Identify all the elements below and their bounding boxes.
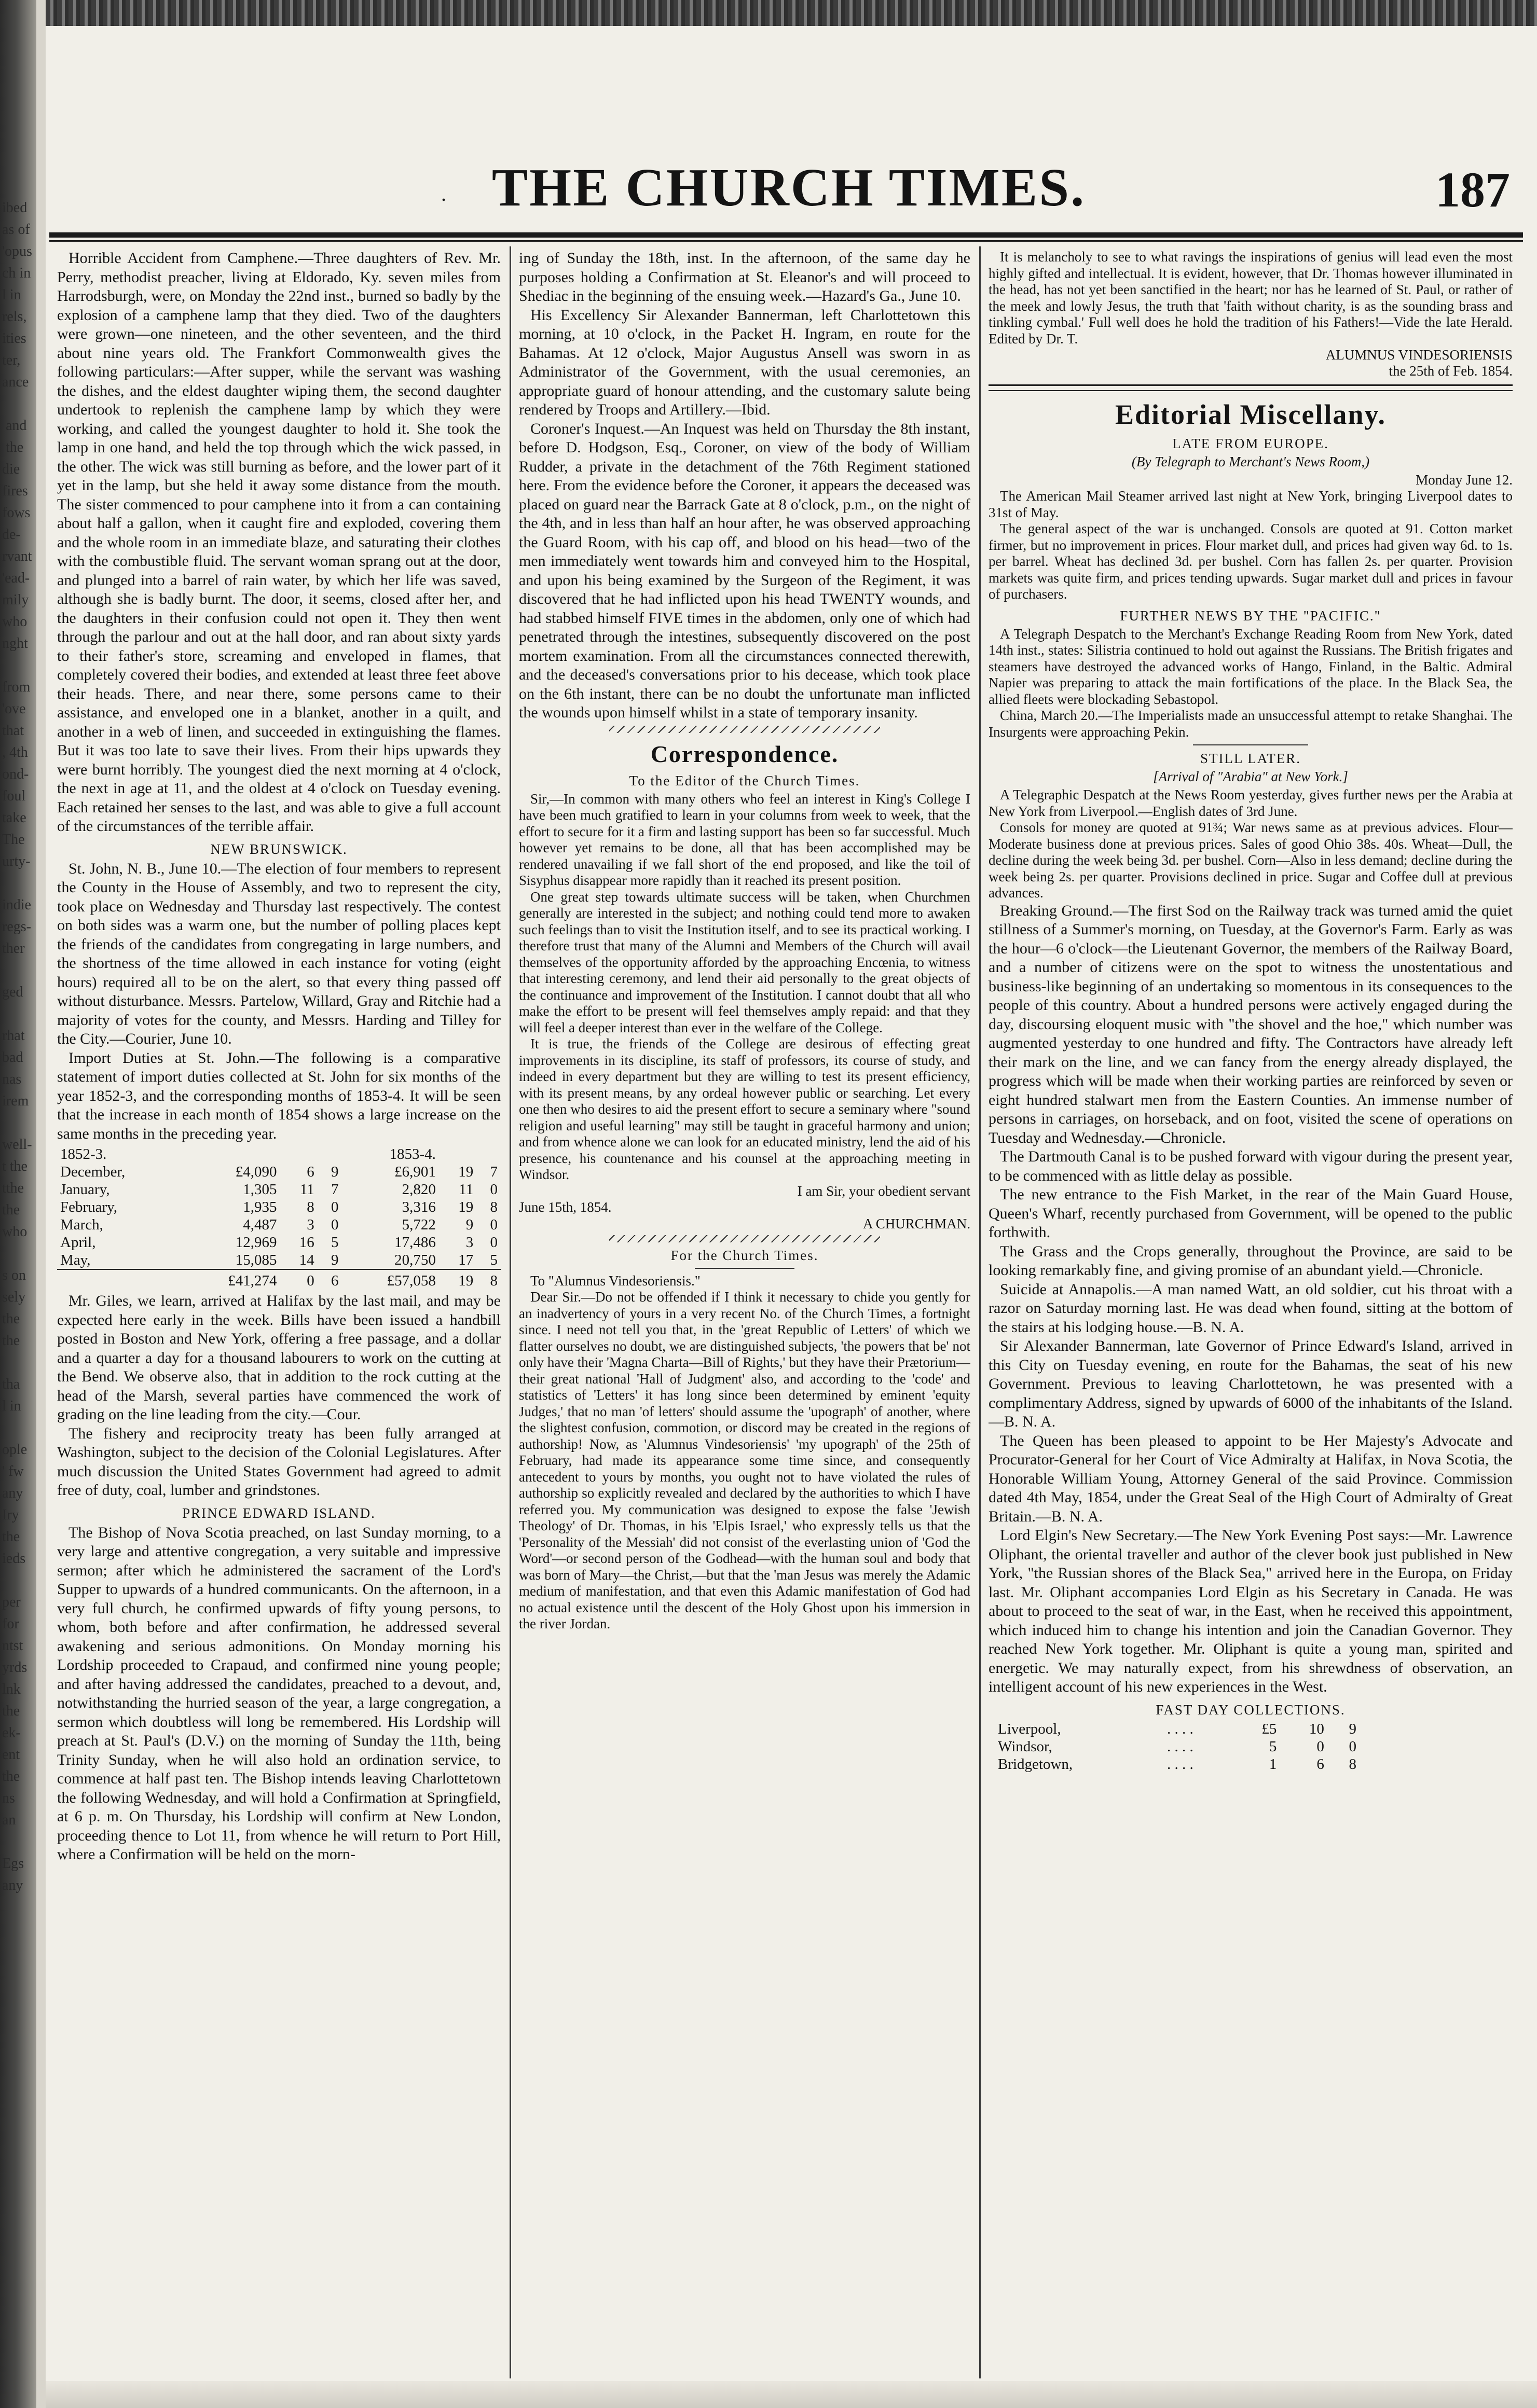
amount-cell: 0 bbox=[331, 1216, 339, 1233]
column-rule-1 bbox=[510, 246, 511, 2378]
scan-top-edge bbox=[46, 0, 1537, 26]
column-rule-2 bbox=[979, 246, 981, 2378]
amount-cell: 10 bbox=[1309, 1720, 1324, 1737]
article-dartmouth-canal: The Dartmouth Canal is to be pushed forward with vigour during the present year, to be commenced with as little delay as possible. bbox=[989, 1148, 1513, 1184]
amount-cell: 3 bbox=[465, 1234, 474, 1251]
article-bannerman-arrival: Sir Alexander Bannerman, late Governor of Prince Edward's Island, arrived in this City on Tuesday evening, en route for the Bahamas, the seat of his new Government. Previous to leaving Charlottetown, he was presented with a complimentary Address, signed by upwards of 6000 of the inhabitants of the Island.—B. N. A. bbox=[989, 1337, 1513, 1430]
table-row bbox=[994, 1720, 1361, 1738]
masthead-dot: . bbox=[441, 182, 446, 205]
amount-cell: 0 bbox=[1349, 1738, 1356, 1755]
amount-cell: 6 bbox=[307, 1164, 314, 1180]
facing-page-fragments: ibed as of 'opus ch in l in rels, ities ter, ance and the die fires fows de- rvant 'ead- mily who nght from 'ove that , 4th ond- foul take The urty- indie regs- ther ged rhat bad nas irem well- t the tthe the who s on sely the the tha l in ople ' fw any Iry the ieds per for ntst yrds lnk the ek- ent the ns an Egs any bbox=[2, 200, 32, 1893]
letter-date: June 15th, 1854. bbox=[519, 1199, 612, 1215]
letter-paragraph: To "Alumnus Vindesoriensis." bbox=[530, 1272, 701, 1289]
letter-paragraph: It is true, the friends of the College are desirous of effecting great improvements in its discipline, its staff of professors, its course of study, and indeed in every department but they are willing to test its present efficiency, with its present means, by any ordeal however public or searching. Let every one then who desires to aid the present effort to secure a seminary where "sound religion and useful learning" may still be taught in graceful harmony and union; and from whence alone we can look for an educated ministry, lend the aid of his presence, his countenance and his counsel at the approaching meeting in Windsor. bbox=[519, 1036, 970, 1182]
table-header-row bbox=[57, 1145, 501, 1163]
article-camphene-accident: Horrible Accident from Camphene.—Three daughters of Rev. Mr. Perry, methodist preacher, living at Eldorado, Ky. seven miles from Harrodsburgh, were, on Monday the 22nd inst., burned so badly by the explosion of a camphene lamp that they died. Two of the daughters were grown—one nineteen, and the other seventeen, and the third about nine years old. The Frankfort Commonwealth gives the following particulars:—After supper, while the servant was washing the dishes, and the eldest daughter wiping them, the second daughter undertook to replenish the camphene lamp by which they were working, and called the youngest daughter to hold it. She took the lamp in one hand, and held the top through which the wick passed, in the other. The wick was still burning as before, and the lower part of it yet in the lamp, but she held it away some distance from the mouth. The sister commenced to pour camphene into it from a can containing about half a gallon, when it caught fire and exploded, covering them and the whole room in an immediate blaze, and saturating their clothes with the combustible fluid. The servant woman sprang out at the door, and plunged into a barrel of rain water, by which her life was saved, although she is badly burnt. The door, it seems, closed after her, and the daughters in their confusion could not open it. They then went through the parlour and out at the hall door, and ran about sixty yards to their father's store, screaming and enveloped in flames, that completely covered their bodies, and extended at least three feet above their heads. There, and near there, some persons came to their assistance, and enveloped one in a blanket, another in a quilt, and another in a web of linen, and succeeded in extinguishing the flames. But it was too late to save their lives. From their hips upwards they were burnt horribly. The youngest died the next morning at 4 o'clock, the next in age at 11, and the oldest at 4 o'clock on Tuesday evening. Each retained her senses to the last, and was able to give a full account of the circumstances of the terrible affair. bbox=[57, 250, 501, 835]
heading-further-news-pacific: FURTHER NEWS BY THE "PACIFIC." bbox=[1120, 607, 1381, 624]
page-number: 187 bbox=[1435, 162, 1510, 217]
news-consols: Consols for money are quoted at 91¾; War news same as at previous advices. Flour—Moderate business done at previous prices. Sales of good Ohio 38s. 40s. Wheat—Dull, the decline during the week being 3d. per bushel. Corn—Also in less demand; decline during the week being 2s. per quarter. Provisions declined in price. Sugar and Coffee dull at previous advances. bbox=[989, 820, 1513, 901]
dateline-monday: Monday June 12. bbox=[1416, 472, 1513, 488]
place-cell: Liverpool, bbox=[998, 1720, 1061, 1737]
masthead-rule bbox=[49, 232, 1523, 238]
wave-separator bbox=[609, 726, 880, 733]
news-markets: The general aspect of the war is unchanged. Consols are quoted at 91. Cotton market firmer, but no improvement in prices. Flour market dull, and prices had given way 6d. to 1s. per barrel. Wheat has declined 3d. per bushel. Corn has fallen 2s. per quarter. Provision markets was quite firm, and prices tending upwards. Sugar market dull and prices in favour of purchasers. bbox=[989, 521, 1513, 602]
total-1853-pounds: £57,058 bbox=[342, 1269, 439, 1290]
table-row bbox=[57, 1234, 501, 1251]
amount-cell: 9 bbox=[1349, 1720, 1356, 1737]
short-rule bbox=[695, 1268, 794, 1269]
leader-dots: . . . . bbox=[1167, 1755, 1193, 1773]
article-crops: The Grass and the Crops generally, throughout the Province, are said to be looking remarkably fine, and giving promise of an abundant yield.—Chronicle. bbox=[989, 1242, 1513, 1279]
amount-cell: 14 bbox=[299, 1252, 314, 1268]
amount-cell: 20,750 bbox=[394, 1252, 436, 1268]
amount-cell: 17,486 bbox=[394, 1234, 436, 1251]
short-rule bbox=[1193, 744, 1308, 745]
amount-cell: 9 bbox=[465, 1216, 474, 1233]
letter-alumnus-date: the 25th of Feb. 1854. bbox=[1389, 363, 1513, 379]
amount-cell: £4,090 bbox=[235, 1164, 277, 1180]
table-total-row bbox=[57, 1269, 501, 1290]
section-heading-editorial-miscellany: Editorial Miscellany. bbox=[1115, 399, 1386, 430]
column-2 bbox=[519, 249, 970, 2376]
total-1853-shillings: 19 bbox=[439, 1269, 476, 1290]
article-bannerman-departure: His Excellency Sir Alexander Bannerman, left Charlottetown this morning, at 10 o'clock, in the Packet H. Ingram, en route for the Bahamas. At 12 o'clock, Major Augustus Ansell was sworn in as Administrator of the Government, with the usual ceremonies, an appropriate guard of honour attending, and the customary salute being rendered by Troops and Artillery.—Ibid. bbox=[519, 306, 970, 418]
article-admiralty-appointment: The Queen has been pleased to appoint to be Her Majesty's Advocate and Procurator-General for her Court of Vice Admiralty at Halifax, in Nova Scotia, the Honorable William Young, Attorney General of the said Province. Commission dated 4th May, 1854, under the Great Seal of the High Court of Admiralty of Great Britain.—B. N. A. bbox=[989, 1432, 1513, 1525]
amount-cell: 7 bbox=[490, 1164, 498, 1180]
amount-cell: 15,085 bbox=[235, 1252, 277, 1268]
article-bishop-continued: ing of Sunday the 18th, inst. In the afternoon, of the same day he purposes holding a Confirmation at St. Eleanor's and will proceed to Shediac in the beginning of the ensuing week.—Hazard's Ga., June 10. bbox=[519, 250, 970, 305]
page-title: THE CHURCH TIMES. bbox=[491, 158, 1086, 217]
table-header-right: 1853-4. bbox=[389, 1146, 436, 1163]
month-cell: January, bbox=[60, 1181, 110, 1198]
total-1852-pounds: £41,274 bbox=[183, 1269, 280, 1290]
subheading-arabia: [Arrival of "Arabia" at New York.] bbox=[1153, 769, 1348, 784]
month-cell: December, bbox=[60, 1164, 126, 1180]
section-heading-new-brunswick: NEW BRUNSWICK. bbox=[210, 841, 348, 857]
article-reciprocity-treaty: The fishery and reciprocity treaty has been fully arranged at Washington, subject to the decision of the Colonial Legislatures. After much discussion the United States Government had agreed to admit free of duty, coal, lumber and grindstones. bbox=[57, 1424, 501, 1499]
amount-cell: 5,722 bbox=[402, 1216, 436, 1233]
letter-closing: I am Sir, your obedient servant bbox=[797, 1183, 970, 1199]
article-lord-elgin-secretary: Lord Elgin's New Secretary.—The New York Evening Post says:—Mr. Lawrence Oliphant, the oriental traveller and author of the clever book just published in New York, "the Russian shores of the Black Sea," arrived here in the Europa, on Friday last. Mr. Oliphant accompanies Lord Elgin as his Secretary in Canada. He was about to proceed to the seat of war, in the East, when he received this appointment, which induced him to change his intention and join the Canadian Governor. They reached New York together. Mr. Oliphant is quite a young man, spirited and energetic. We may naturally expect, from his shrewdness of observation, an intelligent account of his new experiences in the West. bbox=[989, 1527, 1513, 1695]
amount-cell: 9 bbox=[331, 1252, 339, 1268]
amount-cell: 0 bbox=[490, 1216, 498, 1233]
heading-still-later: STILL LATER. bbox=[1200, 751, 1301, 766]
section-heading-pei: PRINCE EDWARD ISLAND. bbox=[182, 1505, 376, 1521]
heading-late-from-europe: LATE FROM EUROPE. bbox=[1172, 436, 1329, 451]
amount-cell: 0 bbox=[490, 1181, 498, 1198]
letter-churchman bbox=[519, 791, 970, 1183]
table-row bbox=[57, 1163, 501, 1181]
table-row bbox=[57, 1181, 501, 1198]
amount-cell: 5 bbox=[331, 1234, 339, 1251]
leader-dots: . . . . bbox=[1167, 1738, 1193, 1755]
letter-alumnus-signature: ALUMNUS VINDESORIENSIS bbox=[1325, 347, 1513, 363]
table-row bbox=[994, 1738, 1361, 1755]
section-heading-correspondence: Correspondence. bbox=[650, 740, 839, 767]
amount-cell: 11 bbox=[299, 1181, 314, 1198]
letter-heading-for-church-times: For the Church Times. bbox=[670, 1247, 819, 1263]
total-1852-shillings: 0 bbox=[280, 1269, 317, 1290]
scan-bottom-edge bbox=[46, 2381, 1537, 2408]
amount-cell: 8 bbox=[1349, 1755, 1356, 1773]
total-label bbox=[57, 1269, 183, 1290]
masthead bbox=[62, 150, 1515, 218]
table-row bbox=[57, 1251, 501, 1269]
article-election: St. John, N. B., June 10.—The election of four members to represent the County in the House of Assembly, and two to represent the city, took place on Wednesday and Thursday last respectively. The contest on both sides was a warm one, but the number of polling places kept the friends of the candidates from congregating in large numbers, and the shortness of the time allowed in each instance for voting (eight hours) required all to be on the alert, so that every thing passed off without disturbance. Messrs. Partelow, Willard, Gray and Ritchie had a majority of votes for the county, and Messrs. Harding and Tilley for the City.—Courier, June 10. bbox=[57, 860, 501, 1047]
total-1852-pence: 6 bbox=[318, 1269, 342, 1290]
amount-cell: 6 bbox=[1316, 1755, 1324, 1773]
amount-cell: 8 bbox=[490, 1199, 498, 1215]
masthead-rule-thin bbox=[49, 240, 1523, 242]
amount-cell: 19 bbox=[458, 1164, 474, 1180]
column-1 bbox=[57, 249, 501, 2376]
table-header-left: 1852-3. bbox=[60, 1146, 107, 1163]
letter-paragraph: One great step towards ultimate success will be taken, when Churchmen generally are interested in the subject; and nothing could tend more to awaken such feelings than to visit the Institution itself, and to see its practical working. I therefore trust that many of the Alumni and Members of the Church will avail themselves of the opportunity afforded by the approaching Encœnia, to witness that interesting ceremony, and lend their aid personally to the great objects of the continuance and improvement of the Institution. I cannot doubt that all who make the effort to be present will feel themselves amply repaid: and that they will feel a deeper interest than ever in the welfare of the College. bbox=[519, 889, 970, 1035]
amount-cell: 1,305 bbox=[243, 1181, 277, 1198]
letter-alumnus-continued: It is melancholy to see to what ravings the inspirations of genius will lead even the most highly gifted and intellectual. It is evident, however, that Dr. Thomas however illuminated in the head, has not yet been sanctified in the heart; nor has he learned of St. Paul, or rather of the meek and lowly Jesus, the truth that 'faith without charity, is as the sounding brass and tinkling cymbal.' Full well does he hold the tradition of his Fathers!—Vide the late Herald. Edited by Dr. T. bbox=[989, 249, 1513, 347]
article-import-duties: Import Duties at St. John.—The following is a comparative statement of import duties collected at St. John for six months of the year 1852-3, and the corresponding months of 1853-4. It will be seen that the increase in each month of 1854 shows a large increase on the same months in the preceding year. bbox=[57, 1049, 501, 1142]
letter-alumnus bbox=[519, 1273, 970, 1632]
amount-cell: £6,901 bbox=[394, 1164, 436, 1180]
amount-cell: £5 bbox=[1261, 1720, 1277, 1737]
letter-heading-to-editor: To the Editor of the Church Times. bbox=[629, 772, 860, 788]
article-coroners-inquest: Coroner's Inquest.—An Inquest was held on Thursday the 8th instant, before D. Hodgson, Esq., Coroner, on view of the body of William Rudder, a private in the detachment of the 76th Regiment stationed here. From the evidence before the Coroner, it appears the deceased was placed on guard near the Barrack Gate at 8 o'clock, p.m., on the night of the 4th, and in less than half an hour after, he was observed approaching the Guard Room, with his cap off, and blood on his head—two of the men immediately went towards him and conveyed him to the Hospital, and upon his being examined by the Surgeon of the Regiment, it was discovered that he had inflicted upon his head TWENTY wounds, and had stabbed himself FIVE times in the abdomen, only one of which had penetrated through the intestines, subsequently discovered on the post mortem examination. From all the circumstances connected therewith, and the deceased's conversations prior to his decease, which took place on the 6th instant, there can be no doubt the unfortunate man inflicted the wounds upon himself whilst in a state of temporary insanity. bbox=[519, 420, 970, 721]
news-arabia-despatch: A Telegraphic Despatch at the News Room yesterday, gives further news per the Arabia at New York from Liverpool.—English dates of 3rd June. bbox=[989, 787, 1513, 819]
subheading-telegraph: (By Telegraph to Merchant's News Room,) bbox=[1131, 454, 1370, 469]
amount-cell: 5 bbox=[490, 1252, 498, 1268]
letter-signature: A CHURCHMAN. bbox=[862, 1215, 970, 1231]
leader-dots: . . . . bbox=[1167, 1720, 1193, 1737]
amount-cell: 12,969 bbox=[235, 1234, 277, 1251]
month-cell: April, bbox=[60, 1234, 96, 1251]
amount-cell: 3 bbox=[307, 1216, 314, 1233]
amount-cell: 11 bbox=[459, 1181, 474, 1198]
double-rule bbox=[989, 384, 1513, 391]
table-row bbox=[57, 1216, 501, 1234]
amount-cell: 19 bbox=[458, 1199, 474, 1215]
table-row bbox=[994, 1755, 1361, 1773]
amount-cell: 8 bbox=[307, 1199, 314, 1215]
letter-paragraph: Dear Sir.—Do not be offended if I think it necessary to chide you gently for an inadvertency of yours in a very recent No. of the Church Times, a fortnight since. I need not tell you that, in the 'great Republic of Letters' of which we flatter ourselves no doubt, we are distinguished subjects, 'the powers that be' not only have their 'Magna Charta—Bill of Rights,' but they have their Prætorium—their great national 'Hall of Judgment' also, and according to the 'code' and statistics of 'Letters' it has long since been determined by eminent 'equity Judges,' that no man 'of letters' should assume the 'upograph' of another, where the slightest confusion, commotion, or discord may be created in the regions of authorship! Now, as 'Alumnus Vindesoriensis' 'my upograph' of the 25th of February, had made its appearance some time since, and consequently antecedent to yours by months, you ought not to have violated the rules of authorship so explicitly revealed and declared by the authorities to which I have referred you. My communication was designed to expose the false 'Jewish Theology' of Dr. Thomas, in his 'Elpis Israel,' who expressly tells us that the 'Personality of the Messiah' did not consist of the everlasting union of 'God the Word'—or second person of the Godhead—with the human soul and body that was born of Mary—the Christ,—but that the 'man Jesus was merely the Adamic medium of manifestation, and that even this Adamic manifestation of God had no actual existence until the descent of the Holy Ghost upon his immersion in the river Jordan. bbox=[519, 1289, 970, 1631]
article-suicide-annapolis: Suicide at Annapolis.—A man named Watt, an old soldier, cut his throat with a razor on Saturday morning last. He was dead when found, sitting at the bottom of the stairs at his lodging house.—B. N. A. bbox=[989, 1280, 1513, 1336]
heading-fast-day-collections: FAST DAY COLLECTIONS. bbox=[1156, 1701, 1346, 1718]
total-1853-pence: 8 bbox=[476, 1269, 501, 1290]
article-mr-giles: Mr. Giles, we learn, arrived at Halifax by the last mail, and may be expected here early in the week. Bills have been issued a handbill posted in Boston and New York, offering a free passage, and a dollar and a quarter a day for a thousand labourers to work on the cutting at the Bend. We observe also, that in addition to the rock cutting at the head of the Marsh, several parties have commenced the work of grading on the line leading from the city.—Cour. bbox=[57, 1292, 501, 1423]
news-china: China, March 20.—The Imperialists made an unsuccessful attempt to retake Shanghai. The Insurgents were approaching Pekin. bbox=[989, 708, 1513, 740]
month-cell: February, bbox=[60, 1199, 118, 1215]
article-breaking-ground: Breaking Ground.—The first Sod on the Railway track was turned amid the quiet stillness of a Summer's morning, on Tuesday, at the Governor's Farm. Early as was the hour—6 o'clock—the Lieutenant Governor, the members of the Railway Board, and a number of citizens were on the spot to witness the unostentatious and business-like beginning of an undertaking so momentous in its consequences to the people of this country. About a hundred persons were actively engaged during the day, discoursing eloquent music with "the shovel and the hoe," which number was augmented yesterday to one hundred and fifty. The Contractors have already left their mark on the line, and we can fancy from the energy already displayed, the progress which will be made when their working parties are reinforced by seven or eight hundred stalwart men from the Eastern Counties. An immense number of persons in carriages, on horseback, and on foot, visited the scene of operations on Tuesday and Wednesday.—Chronicle. bbox=[989, 902, 1513, 1146]
month-cell: March, bbox=[60, 1216, 103, 1233]
amount-cell: 0 bbox=[1316, 1738, 1324, 1755]
amount-cell: 0 bbox=[490, 1234, 498, 1251]
amount-cell: 4,487 bbox=[243, 1216, 277, 1233]
amount-cell: 1 bbox=[1269, 1755, 1277, 1773]
month-cell: May, bbox=[60, 1252, 91, 1268]
amount-cell: 2,820 bbox=[402, 1181, 436, 1198]
wave-separator bbox=[609, 1235, 880, 1242]
news-mail-steamer: The American Mail Steamer arrived last night at New York, bringing Liverpool dates to 31st of May. bbox=[989, 488, 1513, 520]
fast-day-table bbox=[994, 1720, 1361, 1773]
amount-cell: 0 bbox=[331, 1199, 339, 1215]
amount-cell: 3,316 bbox=[402, 1199, 436, 1215]
table-row bbox=[57, 1198, 501, 1216]
place-cell: Windsor, bbox=[998, 1738, 1052, 1755]
amount-cell: 7 bbox=[331, 1181, 339, 1198]
amount-cell: 5 bbox=[1269, 1738, 1277, 1755]
letter-paragraph: Sir,—In common with many others who feel an interest in King's College I have been much gratified to learn in your columns from week to week, that the effort to secure for it a firm and lasting support has been so far successful. Much however yet remains to be done, all that has been accomplished may be rendered unavailing if we fall short of the end proposed, and like the toil of Sisyphus disappear more rapidly than it reached its present position. bbox=[519, 791, 970, 888]
column-3 bbox=[989, 249, 1513, 2376]
amount-cell: 1,935 bbox=[243, 1199, 277, 1215]
amount-cell: 9 bbox=[331, 1164, 339, 1180]
amount-cell: 16 bbox=[299, 1234, 314, 1251]
import-duties-table bbox=[57, 1145, 501, 1290]
article-fish-market: The new entrance to the Fish Market, in the rear of the Main Guard House, Queen's Wharf, recently purchased from Government, will be opened to the public forthwith. bbox=[989, 1186, 1513, 1241]
article-bishop-nova-scotia: The Bishop of Nova Scotia preached, on last Sunday morning, to a very large and attentive congregation, a very suitable and impressive sermon; after which he administered the sacrament of the Lord's Supper to upwards of a hundred communicants. On the afternoon, in a very full church, he confirmed upwards of fifty young persons, to whom, both before and after confirmation, he addressed several awakening and serious admonitions. On Monday morning his Lordship proceeded to Crapaud, and confirmed nine young people; and after having addressed the candidates, preached to a devout, and, notwithstanding the hurried season of the year, a large congregation, a sermon which doubtless will long be remembered. His Lordship will preach at St. Paul's (D.V.) on the morning of Sunday the 11th, being Trinity Sunday, when he will also hold an ordination service, to commence at half past ten. The Bishop intends leaving Charlottetown the following Wednesday, and will hold a Confirmation at Springfield, at 6 p. m. On Thursday, his Lordship will confirm at New London, proceeding thence to Lot 11, from whence he will return to Port Hill, where a Confirmation will be held on the morn- bbox=[57, 1524, 501, 1863]
amount-cell: 17 bbox=[458, 1252, 474, 1268]
place-cell: Bridgetown, bbox=[998, 1755, 1073, 1773]
news-telegraph-despatch: A Telegraph Despatch to the Merchant's Exchange Reading Room from New York, dated 14th inst., states: Silistria continued to hold out against the Russians. The British frigates and steamers have destroyed the advanced works of Hango, Finland, in the Baltic. Admiral Napier was preparing to attack the main fortifications of the place. In the Black Sea, the allied fleets were blockading Sebastopol. bbox=[989, 626, 1513, 707]
